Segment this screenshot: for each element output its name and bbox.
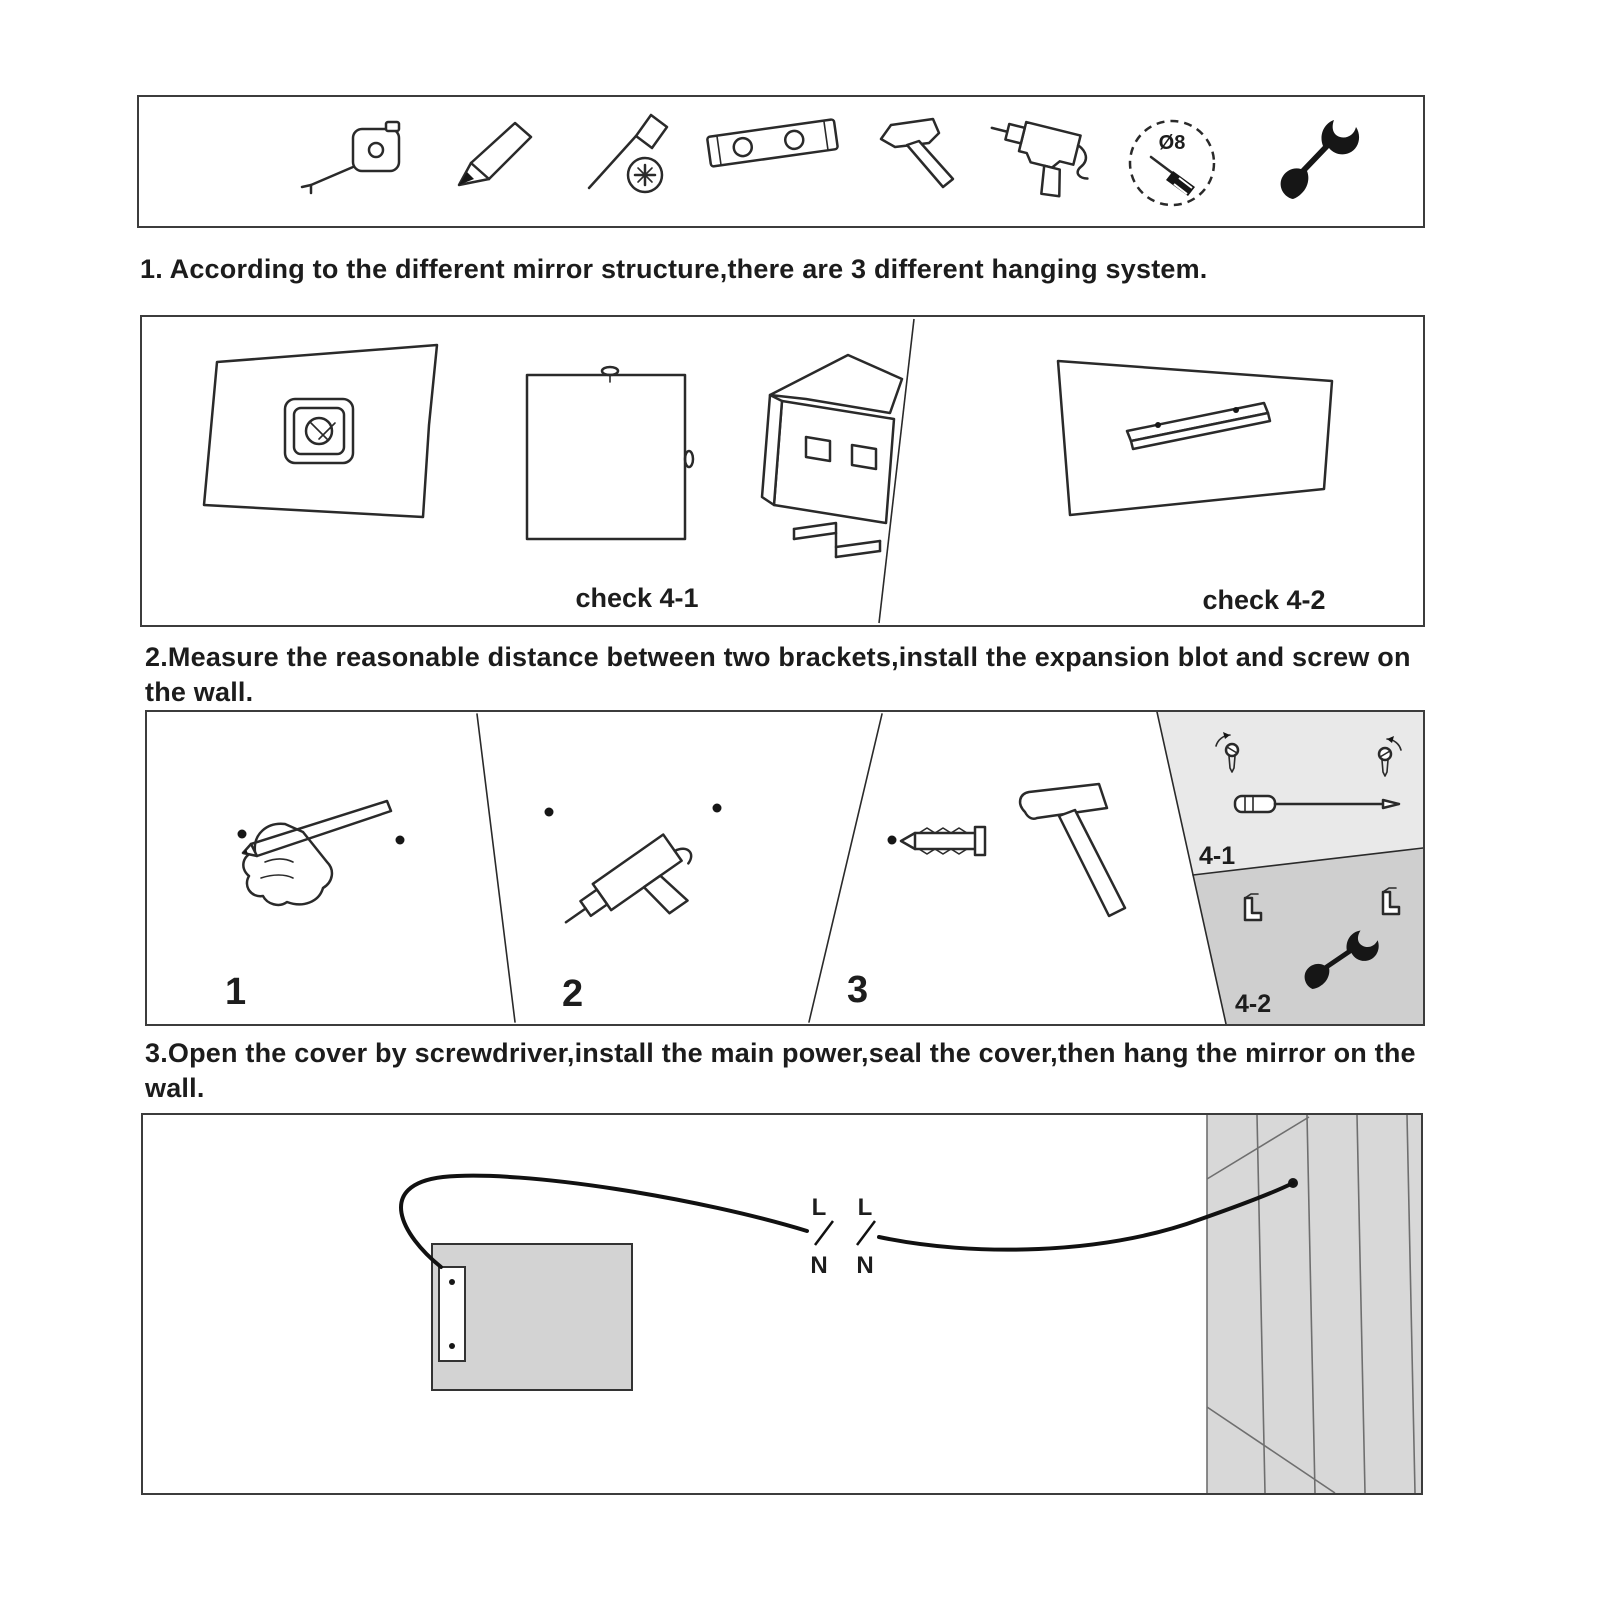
divider-1-2 xyxy=(477,714,515,1022)
panel-2-label: 2 xyxy=(562,973,584,1015)
wire-label-l-left: L xyxy=(811,1194,827,1221)
drilling-diagram xyxy=(545,804,722,965)
panel-4-2-label: 4-2 xyxy=(1235,990,1272,1018)
wiring-box xyxy=(141,1113,1423,1495)
spirit-level-icon xyxy=(707,119,838,167)
corner-bracket-diagram xyxy=(762,355,902,523)
drill-bit-8mm-icon xyxy=(1130,121,1214,205)
tiled-wall-diagram xyxy=(1207,1115,1421,1493)
step3-text: 3.Open the cover by screwdriver,install the main power,seal the cover,then hang the mirror on the wall. xyxy=(145,1038,1416,1104)
divider-2-3 xyxy=(809,714,882,1022)
z-bracket-diagram xyxy=(794,523,880,557)
install-steps-illustration xyxy=(147,712,1423,1024)
wiring-illustration xyxy=(143,1115,1421,1493)
panel-4-2-region xyxy=(1193,848,1423,1024)
tools-illustration xyxy=(139,97,1423,226)
panel-4-1-label: 4-1 xyxy=(1199,842,1236,870)
wrench-icon xyxy=(1281,120,1359,199)
electric-drill-icon xyxy=(979,114,1097,203)
box-frame-diagram xyxy=(527,367,693,539)
power-driver-box xyxy=(432,1244,632,1390)
drill-bit-size-label: Ø8 xyxy=(1158,132,1186,154)
anchor-and-hammer-diagram xyxy=(888,784,1126,916)
hammer-icon xyxy=(881,119,953,187)
marking-hand-diagram xyxy=(238,801,405,905)
pencil-icon xyxy=(459,123,531,185)
panel-1-label: 1 xyxy=(225,971,247,1013)
tools-box xyxy=(137,95,1425,228)
tape-measure-icon xyxy=(302,122,399,193)
rail-bracket-diagram xyxy=(1058,361,1332,515)
panel-4-1-region xyxy=(1157,712,1423,875)
keyhole-mount-diagram xyxy=(204,345,437,517)
hanging-systems-illustration xyxy=(142,317,1423,625)
wire-label-n-right: N xyxy=(856,1252,874,1279)
check-4-2-label: check 4-2 xyxy=(1202,585,1326,615)
hanging-systems-box xyxy=(140,315,1425,627)
wire-label-n-left: N xyxy=(810,1252,828,1279)
check-4-1-label: check 4-1 xyxy=(575,583,699,613)
wire-break-marks xyxy=(815,1221,875,1245)
panel-3-label: 3 xyxy=(847,969,869,1011)
install-steps-box xyxy=(145,710,1425,1026)
screwdriver-icon xyxy=(589,115,667,192)
wire-label-l-right: L xyxy=(857,1194,873,1221)
step2-text: 2.Measure the reasonable distance between two brackets,install the expansion blot and screw on the wall. xyxy=(145,642,1411,708)
step1-text: 1. According to the different mirror structure,there are 3 different hanging system. xyxy=(140,254,1208,284)
